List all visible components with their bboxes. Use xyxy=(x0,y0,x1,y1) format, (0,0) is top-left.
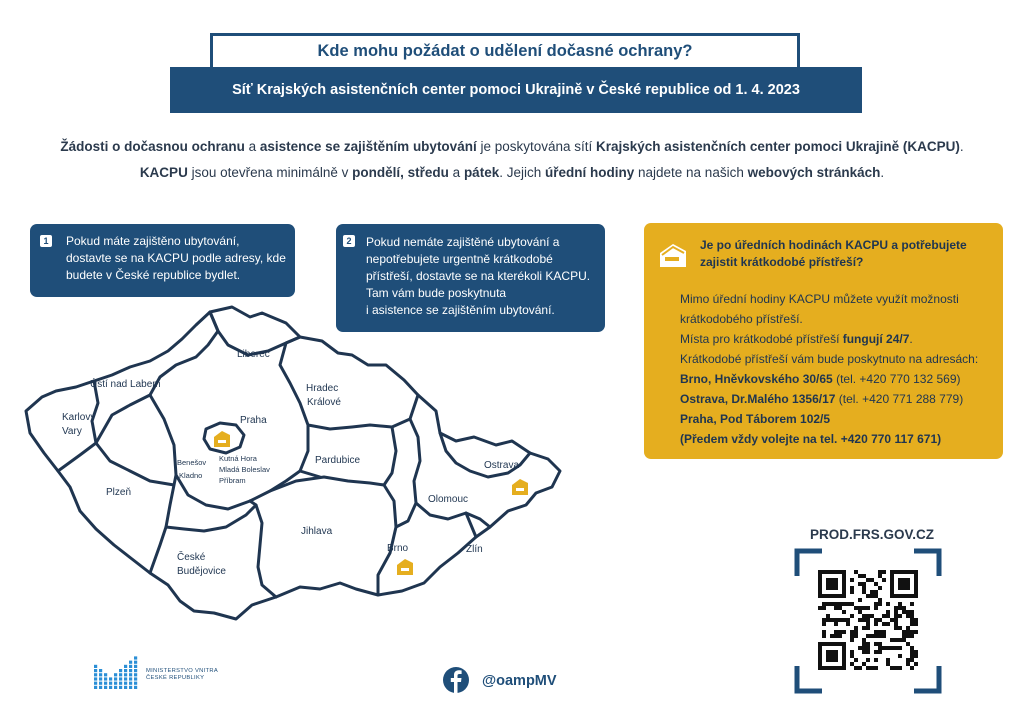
map-label-usti: Ústí nad Labem xyxy=(90,379,161,390)
callout-2-line: Tam vám bude poskytnuta xyxy=(366,286,507,300)
shelter-line: Místa pro krátkodobé přístřeší fungují 24/7. xyxy=(680,332,913,346)
map-label-benesov: Benešov xyxy=(177,458,207,467)
shelter-heading: Je po úředních hodinách KACPU a potřebujete zajistit krátkodobé přístřeší? xyxy=(700,238,967,269)
callout-2-line: Pokud nemáte zajištěné ubytování a xyxy=(366,235,560,249)
map-label-pribram: Příbram xyxy=(219,476,246,485)
map-label-cb-2: Budějovice xyxy=(177,566,226,577)
intro-line-2: KACPU jsou otevřena minimálně v pondělí, středu a pátek. Jejich úřední hodiny najdete na našich webových stránkách. xyxy=(139,165,885,180)
intro-line-1: Žádosti o dočasnou ochranu a asistence se zajištěním ubytování je poskytována sítí Krajských asistenčních center pomoci Ukrajině (KACPU). xyxy=(60,139,964,154)
map-label-zlin: Zlín xyxy=(466,544,483,555)
shelter-info-panel xyxy=(644,223,1003,459)
ministry-line-1: MINISTERSTVO VNITRA xyxy=(146,668,219,674)
shelter-icon xyxy=(658,241,688,269)
shelter-line: krátkodobého přístřeší. xyxy=(680,312,803,326)
page-subtitle: Síť Krajských asistenčních center pomoci Ukrajině v České republice od 1. 4. 2023 xyxy=(170,67,862,113)
ministry-logo-icon xyxy=(92,656,142,692)
callout-2-text xyxy=(366,234,602,319)
page-title: Kde mohu požádat o udělení dočasné ochrany? xyxy=(210,33,800,67)
map-border-usti xyxy=(96,312,218,443)
qr-url: PROD.FRS.GOV.CZ xyxy=(809,527,935,542)
map-label-liberec: Liberec xyxy=(237,349,270,360)
facebook-icon[interactable] xyxy=(443,667,469,693)
callout-1-line: budete v České republice bydlet. xyxy=(66,268,241,282)
map-label-jihlava: Jihlava xyxy=(301,526,333,537)
callout-2-line: přístřeší, dostavte se na kterékoli KACPU. xyxy=(366,269,591,283)
map-border-zlin xyxy=(396,503,476,537)
map-label-karlovy-1: Karlovy xyxy=(62,412,96,423)
step-number-2: 2 xyxy=(343,235,355,247)
map-label-ostrava: Ostrava xyxy=(484,460,520,471)
callout-2-line: nepotřebujete urgentně krátkodobé xyxy=(366,252,553,266)
map-label-praha: Praha xyxy=(240,415,267,426)
map-label-karlovy-2: Vary xyxy=(62,426,82,437)
shelter-line: Brno, Hněvkovského 30/65 (tel. +420 770 132 569) xyxy=(680,372,961,386)
map-border-plzen xyxy=(96,443,176,573)
map-label-mlada: Mladá Boleslav xyxy=(219,465,270,474)
shelter-line: Praha, Pod Táborem 102/5 xyxy=(680,412,831,426)
map-border-hradec xyxy=(280,337,418,429)
qr-code[interactable] xyxy=(794,548,942,694)
shelter-line: Krátkodobé přístřeší vám bude poskytnuto na adresách: xyxy=(680,352,979,366)
map-label-hradec-1: Hradec xyxy=(306,383,339,394)
callout-1-line: dostavte se na KACPU podle adresy, kde xyxy=(66,251,286,265)
map-label-kladno: Kladno xyxy=(179,471,203,480)
map-label-brno: Brno xyxy=(387,543,409,554)
callout-no-accommodation xyxy=(336,224,605,332)
map-label-cb-1: České xyxy=(177,552,206,563)
ministry-line-2: ČESKÉ REPUBLIKY xyxy=(146,675,205,681)
step-number-1: 1 xyxy=(40,235,52,247)
facebook-handle[interactable]: @oampMV xyxy=(482,673,557,689)
callout-has-accommodation xyxy=(30,224,295,297)
map-label-pardubice: Pardubice xyxy=(315,455,361,466)
shelter-body xyxy=(680,289,1000,449)
map-label-olomouc: Olomouc xyxy=(428,494,469,505)
shelter-marker-praha xyxy=(214,431,230,447)
map-label-kutna: Kutná Hora xyxy=(219,454,257,463)
ministry-name xyxy=(146,668,218,682)
shelter-marker-brno xyxy=(397,559,413,575)
shelter-line: Mimo úřední hodiny KACPU můžete využít možnosti xyxy=(680,292,959,306)
shelter-line: Ostrava, Dr.Malého 1356/17 (tel. +420 771 288 779) xyxy=(680,392,964,406)
map-border-jihlava xyxy=(256,477,396,597)
shelter-marker-ostrava xyxy=(512,479,528,495)
map-label-hradec-2: Králové xyxy=(307,397,341,408)
callout-1-line: Pokud máte zajištěno ubytování, xyxy=(66,234,240,248)
shelter-line: (Předem vždy volejte na tel. +420 770 117 671) xyxy=(680,432,942,446)
callout-2-line: i asistence se zajištěním ubytování. xyxy=(366,303,555,317)
callout-1-text xyxy=(66,233,291,284)
map-border xyxy=(26,307,560,619)
map-label-plzen: Plzeň xyxy=(106,487,132,498)
